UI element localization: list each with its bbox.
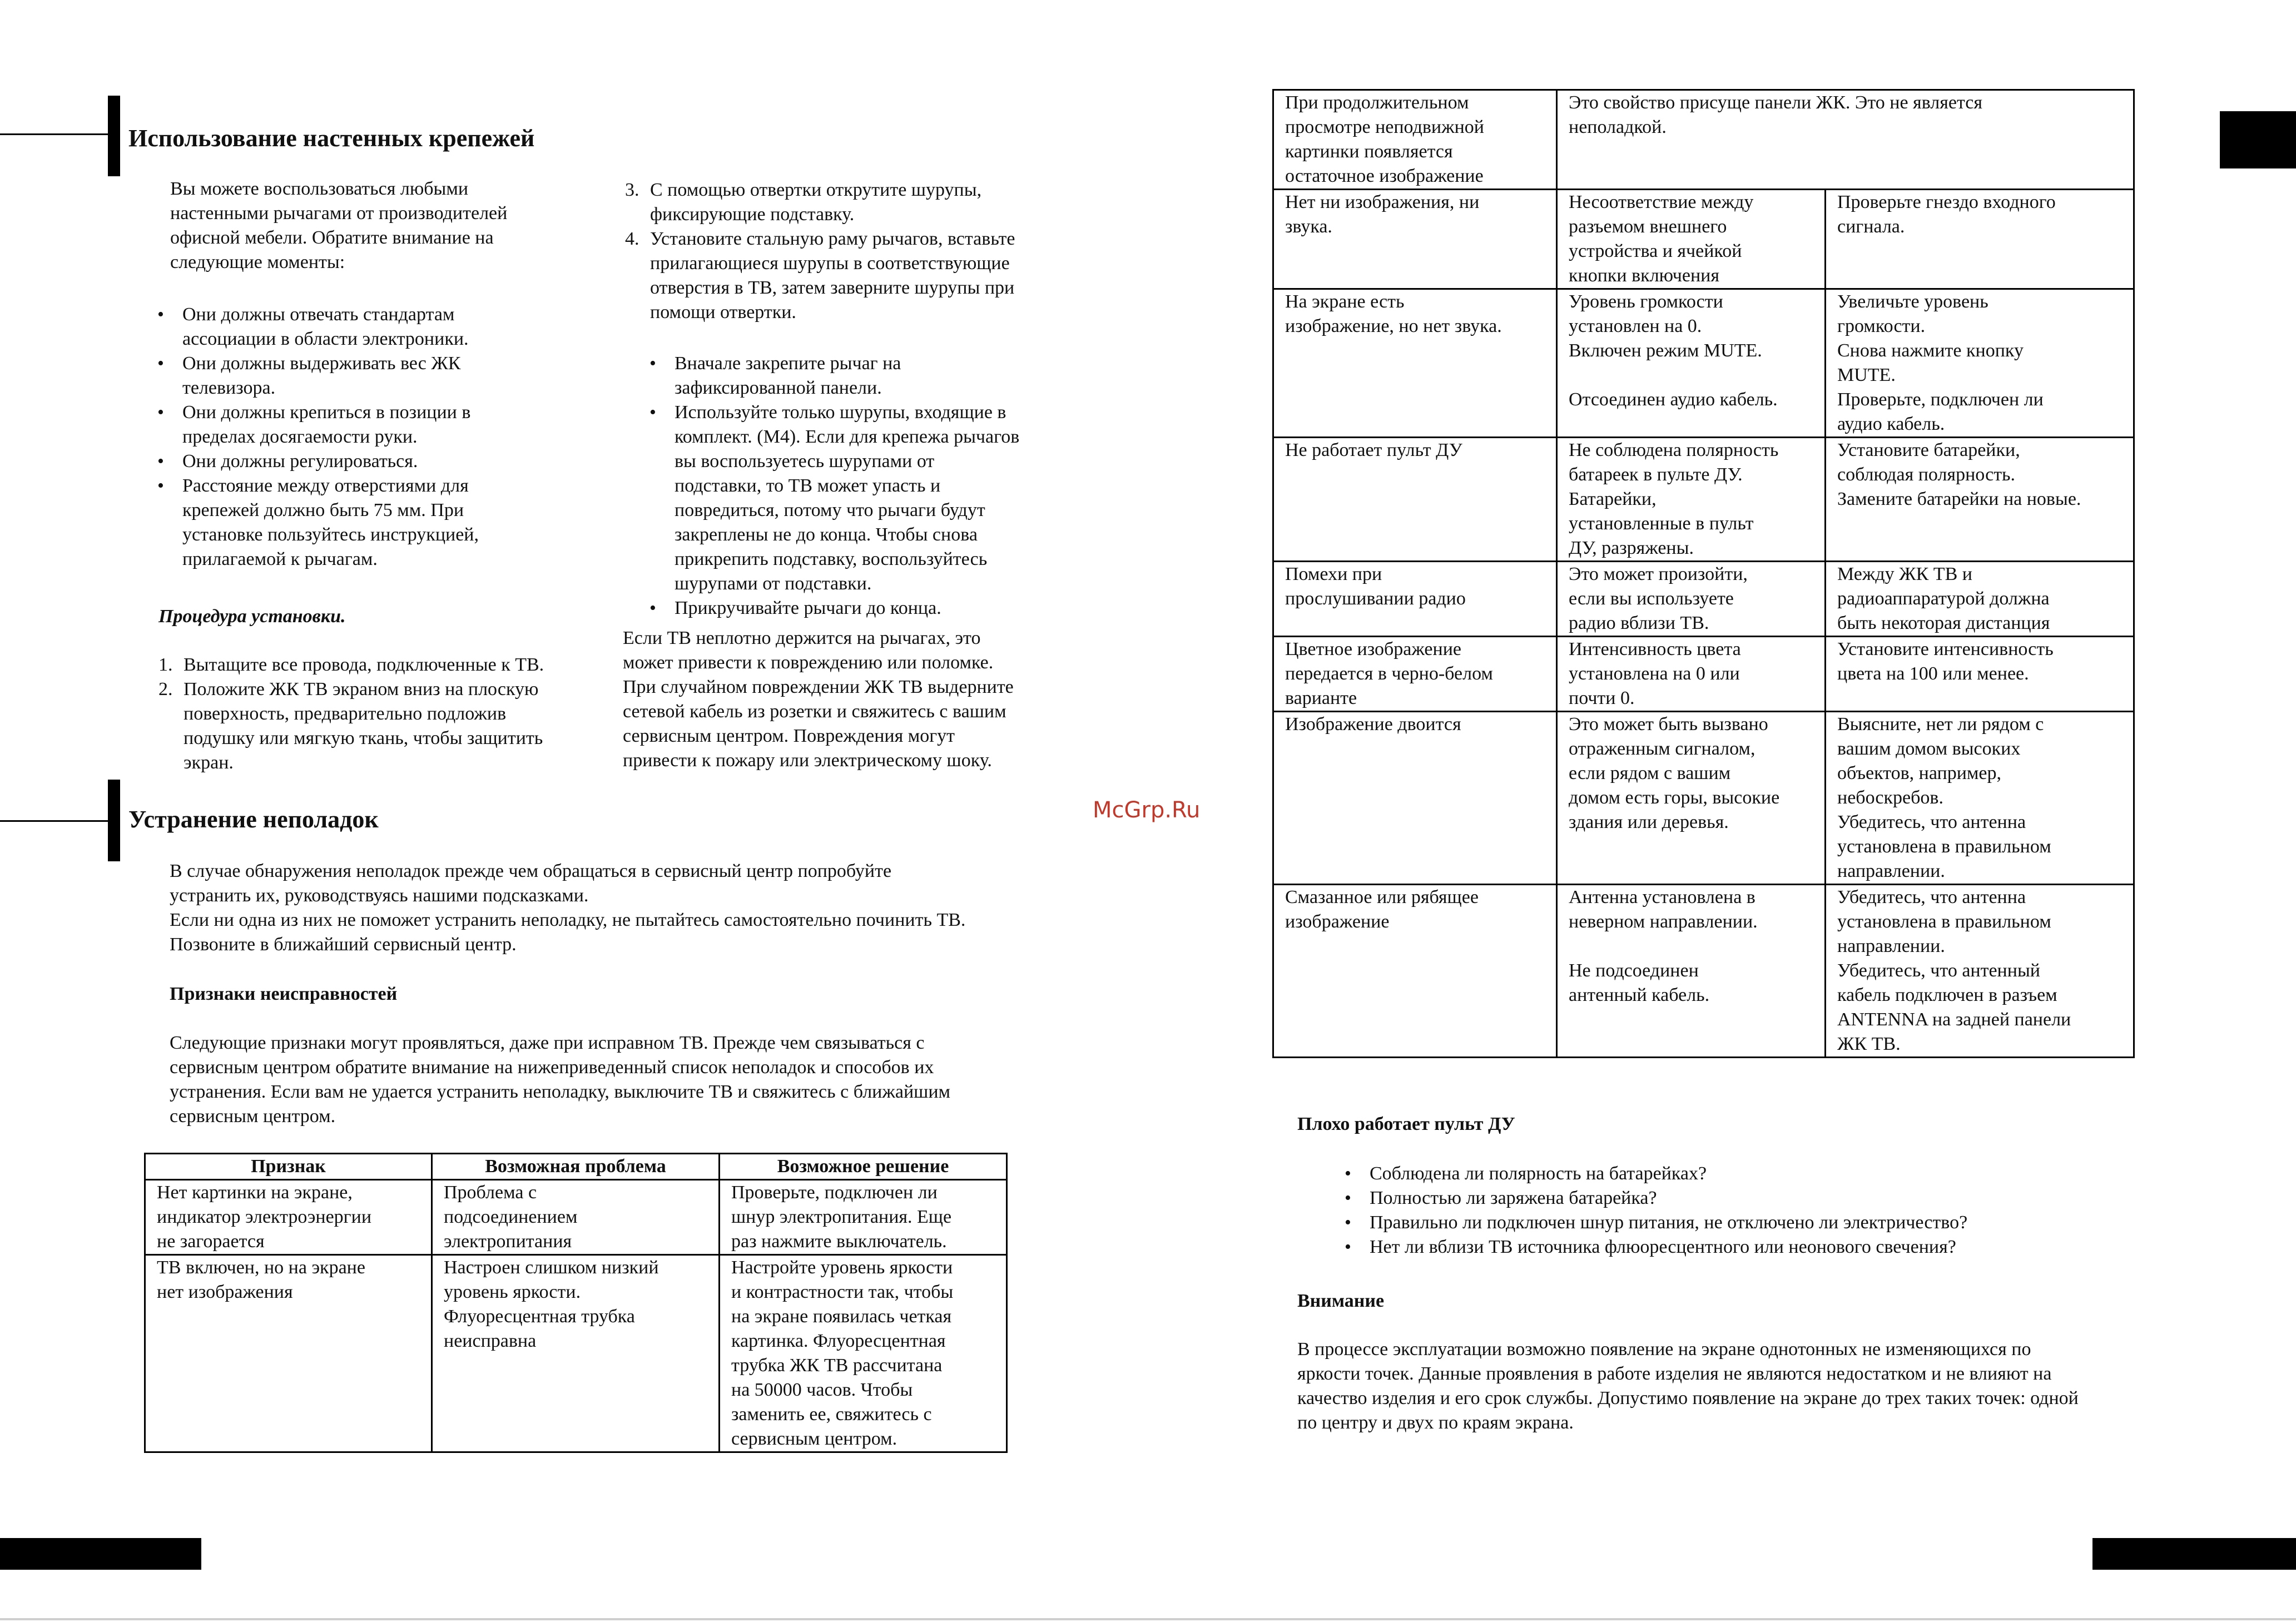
attention-line: по центру и двух по краям экрана. [1297,1412,1574,1433]
cell-line: Выясните, нет ли рядом с [1837,714,2044,735]
cell-line: домом есть горы, высокие [1569,787,1780,808]
footer-bar-left [0,1538,201,1570]
cell-line: Убедитесь, что антенна [1837,887,2026,907]
cell-line: Нет картинки на экране, [157,1182,353,1203]
table-cell [1557,90,2134,190]
cell-line: громкости. [1837,316,1926,336]
intro-line: офисной мебели. Обратите внимание на [170,227,494,248]
procedure-title: Процедура установки. [158,606,346,627]
bullet-item [649,596,1094,621]
intro-line: устранить их, руководствуясь нашими подсказками. [170,885,589,906]
bullet-line: подставки, то ТВ может упасть и [675,475,941,496]
cell-line: Проверьте, подключен ли [731,1182,938,1203]
cell-line: Проверьте гнездо входного [1837,192,2056,212]
procedure-steps-b [625,178,1103,325]
table-row [1273,289,2134,438]
bullet-line: • Они должны регулироваться. [182,451,418,472]
signs-line: сервисным центром обратите внимание на нижеприведенный список неполадок и способов их [170,1057,934,1078]
cell-line: Нет ни изображения, ни [1285,192,1480,212]
cell-line: Уровень громкости [1569,291,1723,312]
bullet-item [157,474,613,572]
section-rule-trouble [0,820,111,822]
cell-line: картинка. Флуоресцентная [731,1331,946,1351]
cell-line: Не работает пульт ДУ [1285,440,1462,460]
step-line: прилагающиеся шурупы в соответствующие [650,253,1010,274]
intro-line: Вы можете воспользоваться любыми [170,178,469,199]
cell-line: направлении. [1837,936,1945,956]
cell-line: устройства и ячейкой [1569,241,1742,261]
bullet-item: • Нет ли вблизи ТВ источника флюоресцентного или неонового свечения? [1345,1235,2123,1259]
table-cell [1557,438,1826,562]
cell-line: соблюдая полярность. [1837,464,2016,485]
cell-line: ДУ, разряжены. [1569,538,1694,558]
table-cell [1557,712,1826,885]
cell-line: варианте [1285,688,1357,708]
table-cell [1826,190,2134,289]
cell-line: здания или деревья. [1569,812,1729,832]
cell-line: неверном направлении. [1569,911,1758,932]
cell-line: Не соблюдена полярность [1569,440,1779,460]
cell-line: если вы используете [1569,588,1734,609]
cell-line: Настройте уровень яркости [731,1257,953,1278]
procedure-notes [649,351,1094,621]
bullet-line: • Они должны выдерживать вес ЖК [182,353,461,374]
intro-line: следующие моменты: [170,252,345,272]
warning-line: может привести к повреждению или поломке. [623,652,994,673]
attention-line: качество изделия и его срок службы. Допустимо появление на экране до трех таких точек: одной [1297,1388,2079,1408]
cell-line: Проверьте, подключен ли [1837,389,2044,410]
cell-line: Проблема с [444,1182,537,1203]
cell-line: звука. [1285,216,1332,237]
attention-line: В процессе эксплуатации возможно появление на экране однотонных не изменяющихся по [1297,1339,2031,1360]
watermark: McGrp.Ru [1093,797,1201,823]
troubleshooting-intro [170,859,1115,957]
cell-line: сигнала. [1837,216,1905,237]
bullet-line: • Прикручивайте рычаги до конца. [675,598,941,618]
step-number: 2. [158,679,173,700]
cell-line: небоскребов. [1837,787,1943,808]
cell-line: установлена в правильном [1837,836,2051,857]
cell-line: ANTENNA на задней панели [1837,1009,2071,1030]
troubleshooting-title: Устранение неполадок [128,806,379,833]
cell-line: и контрастности так, чтобы [731,1282,954,1302]
cell-line: ЖК ТВ. [1837,1034,1901,1054]
bullet-line: прилагаемой к рычагам. [182,549,378,569]
step-line: Установите стальную раму рычагов, вставьте [650,229,1015,249]
cell-line: направлении. [1837,861,1945,881]
table-cell [1826,637,2134,712]
cell-line: быть некоторая дистанция [1837,613,2050,633]
cell-line: просмотре неподвижной [1285,117,1484,137]
cell-line: батареек в пульте ДУ. [1569,464,1743,485]
table-cell [1273,562,1557,637]
step-line: фиксирующие подставку. [650,204,855,225]
bullet-item [157,302,613,351]
cell-line: электропитания [444,1231,572,1252]
signs-title: Признаки неисправностей [170,984,398,1004]
cell-line: на экране появилась четкая [731,1306,952,1327]
bullet-line: • Вначале закрепите рычаг на [675,353,901,374]
table-cell [145,1255,432,1452]
section-rule-wall [0,133,111,135]
cell-line [1569,934,1813,959]
bullet-item [649,351,1094,400]
cell-line: не загорается [157,1231,265,1252]
cell-line: аудио кабель. [1837,414,1945,434]
signs-line: устранения. Если вам не удается устранить неполадку, выключите ТВ и свяжитесь с ближайшим [170,1082,951,1102]
bullet-line: • Они должны отвечать стандартам [182,304,455,325]
mount-warning [623,626,1112,773]
bullet-item [649,400,1094,596]
procedure-step [158,677,626,775]
intro-line: настенными рычагами от производителей [170,203,508,224]
cell-line: Флуоресцентная трубка [444,1306,635,1327]
cell-line: разъемом внешнего [1569,216,1727,237]
table-row [1273,190,2134,289]
cell-line: объектов, например, [1837,763,2001,783]
column-header: Возможная проблема [432,1154,720,1180]
cell-line: Цветное изображение [1285,639,1461,659]
bullet-item [157,449,613,474]
bullet-line: прикрепить подставку, воспользуйтесь [675,549,988,569]
attention-title: Внимание [1297,1291,1385,1311]
cell-line: Убедитесь, что антенна [1837,812,2026,832]
cell-line: Смазанное или рябящее [1285,887,1479,907]
signs-line: Следующие признаки могут проявляться, даже при исправном ТВ. Прежде чем связываться с [170,1033,925,1053]
procedure-step [625,178,1103,227]
cell-line: Отсоединен аудио кабель. [1569,389,1778,410]
cell-line: установленные в пульт [1569,513,1754,534]
cell-line: Установите батарейки, [1837,440,2020,460]
intro-line: Если ни одна из них не поможет устранить неполадку, не пытайтесь самостоятельно починить ТВ. [170,910,966,930]
table-cell [1273,712,1557,885]
table-cell [1826,885,2134,1058]
cell-line: раз нажмите выключатель. [731,1231,947,1252]
intro-line: В случае обнаружения неполадок прежде чем обращаться в сервисный центр попробуйте [170,861,892,881]
bullet-line: комплект. (M4). Если для крепежа рычагов [675,426,1020,447]
procedure-step [158,653,626,677]
table-cell [1557,562,1826,637]
cell-line: прослушивании радио [1285,588,1466,609]
table-cell [1826,289,2134,438]
cell-line: если рядом с вашим [1569,763,1731,783]
step-number: 1. [158,654,173,675]
section-marker-wall [108,96,120,176]
warning-line: привести к пожару или электрическому шоку. [623,750,992,771]
bullet-line: повредиться, потому что рычаги будут [675,500,985,520]
bullet-line: вы воспользуетесь шурупами от [675,451,935,472]
cell-line: отраженным сигналом, [1569,738,1756,759]
table-cell [1826,562,2134,637]
cell-line: При продолжительном [1285,92,1469,113]
procedure-step [625,227,1103,325]
cell-line: радиоаппаратурой должна [1837,588,2050,609]
troubleshooting-table [144,1153,1008,1453]
table-cell [1826,438,2134,562]
cell-line: Снова нажмите кнопку [1837,340,2024,361]
bullet-item: • Полностью ли заряжена батарейка? [1345,1186,2123,1211]
cell-line: Это может произойти, [1569,564,1748,584]
cell-line: неисправна [444,1331,537,1351]
table-cell [1273,885,1557,1058]
wall-mount-title: Использование настенных крепежей [128,125,535,152]
cell-line: нет изображения [157,1282,293,1302]
cell-line: картинки появляется [1285,141,1453,162]
cell-line: шнур электропитания. Еще [731,1207,952,1227]
cell-line: трубка ЖК ТВ рассчитана [731,1355,943,1376]
table-row [1273,885,2134,1058]
cell-line: радио вблизи ТВ. [1569,613,1709,633]
step-line: С помощью отвертки открутите шурупы, [650,180,982,200]
table-cell [1273,637,1557,712]
signs-text [170,1031,1115,1129]
bullet-line: крепежей должно быть 75 мм. При [182,500,464,520]
cell-line: установлена в правильном [1837,911,2051,932]
page-tab-marker [2220,111,2296,168]
bullet-line: зафиксированной панели. [675,378,882,398]
step-line: подушку или мягкую ткань, чтобы защитить [184,728,543,748]
step-line: помощи отвертки. [650,302,796,323]
bullet-line: • Используйте только шурупы, входящие в [675,402,1006,423]
table-cell [1557,637,1826,712]
cell-line: ТВ включен, но на экране [157,1257,365,1278]
cell-line: MUTE. [1837,365,1896,385]
step-line: Положите ЖК ТВ экраном вниз на плоскую [184,679,539,700]
attention-text [1297,1337,2198,1435]
table-cell [145,1180,432,1255]
cell-line: На экране есть [1285,291,1405,312]
cell-line: установлена на 0 или [1569,663,1740,684]
step-line: экран. [184,752,234,773]
cell-line: изображение [1285,911,1390,932]
bullet-item [157,400,613,449]
cell-line: Интенсивность цвета [1569,639,1741,659]
table-cell [432,1180,720,1255]
cell-line: Батарейки, [1569,489,1657,509]
cell-line: передается в черно-белом [1285,663,1493,684]
step-line: отверстия в ТВ, затем заверните шурупы при [650,277,1015,298]
bullet-line: закреплены не до конца. Чтобы снова [675,524,978,545]
cell-line: Это может быть вызвано [1569,714,1768,735]
cell-line: Увеличьте уровень [1837,291,1988,312]
cell-line: заменить ее, свяжитесь с [731,1404,932,1425]
bullet-item: • Соблюдена ли полярность на батарейках? [1345,1162,2123,1186]
troubleshooting-table-continued [1272,89,2135,1058]
bullet-item [157,351,613,400]
cell-line: Включен режим MUTE. [1569,340,1762,361]
cell-line [1569,363,1813,388]
cell-line: Убедитесь, что антенный [1837,960,2040,981]
table-cell [1273,190,1557,289]
intro-line: Позвоните в ближайший сервисный центр. [170,934,517,955]
cell-line: цвета на 100 или менее. [1837,663,2029,684]
footer-bar-right [2092,1538,2296,1570]
table-row [1273,637,2134,712]
cell-line: Не подсоединен [1569,960,1699,981]
cell-line: изображение, но нет звука. [1285,316,1502,336]
cell-line: Это свойство присуще панели ЖК. Это не является [1569,92,1982,113]
cell-line: вашим домом высоких [1837,738,2021,759]
cell-line: почти 0. [1569,688,1635,708]
cell-line: Установите интенсивность [1837,639,2054,659]
cell-line: сервисным центром. [731,1428,897,1449]
bullet-line: телевизора. [182,378,276,398]
table-cell [720,1255,1007,1452]
cell-line: индикатор электроэнергии [157,1207,372,1227]
bullet-line: • Они должны крепиться в позиции в [182,402,471,423]
table-cell [720,1180,1007,1255]
signs-line: сервисным центром. [170,1106,336,1127]
cell-line: Настроен слишком низкий [444,1257,659,1278]
warning-line: сетевой кабель из розетки и свяжитесь с вашим [623,701,1006,722]
table-cell [1273,438,1557,562]
step-line: Вытащите все провода, подключенные к ТВ. [184,654,544,675]
bullet-line: • Расстояние между отверстиями для [182,475,469,496]
table-row [145,1180,1007,1255]
cell-line: уровень яркости. [444,1282,581,1302]
table-cell [1826,712,2134,885]
column-header: Признак [145,1154,432,1180]
remote-checklist [1345,1162,2123,1259]
cell-line: остаточное изображение [1285,166,1484,186]
bullet-line: установке пользуйтесь инструкцией, [182,524,479,545]
cell-line: Замените батарейки на новые. [1837,489,2081,509]
cell-line: установлен на 0. [1569,316,1702,336]
cell-line: на 50000 часов. Чтобы [731,1380,913,1400]
table-row [1273,712,2134,885]
bottom-edge-line [0,1618,2296,1620]
table-row [1273,90,2134,190]
cell-line: Изображение двоится [1285,714,1461,735]
bullet-line: пределах досягаемости руки. [182,426,418,447]
bullet-line: ассоциации в области электроники. [182,329,469,349]
table-row [1273,438,2134,562]
cell-line: Между ЖК ТВ и [1837,564,1972,584]
bullet-item: • Правильно ли подключен шнур питания, не отключено ли электричество? [1345,1211,2123,1235]
procedure-steps-a [158,653,626,775]
attention-line: яркости точек. Данные проявления в работе изделия не являются недостатком и не влияют на [1297,1363,2052,1384]
bullet-line: шурупами от подставки. [675,573,872,594]
table-row [1273,562,2134,637]
remote-title: Плохо работает пульт ДУ [1297,1114,1515,1134]
section-marker-trouble [108,780,120,861]
table-cell [1273,90,1557,190]
table-cell [1557,885,1826,1058]
step-number: 4. [625,229,639,249]
cell-line: антенный кабель. [1569,985,1710,1005]
table-cell [432,1255,720,1452]
table-cell [1557,289,1826,438]
warning-line: При случайном повреждении ЖК ТВ выдерните [623,677,1014,697]
wall-mount-requirements [157,302,613,572]
cell-line: Несоответствие между [1569,192,1754,212]
warning-line: Если ТВ неплотно держится на рычагах, это [623,628,981,648]
table-header-row [145,1154,1007,1180]
step-line: поверхность, предварительно подложив [184,703,507,724]
table-cell [1273,289,1557,438]
cell-line: подсоединением [444,1207,578,1227]
wall-mount-intro [170,177,615,275]
cell-line: Антенна установлена в [1569,887,1756,907]
cell-line: Помехи при [1285,564,1382,584]
step-number: 3. [625,180,639,200]
column-header: Возможное решение [720,1154,1007,1180]
cell-line: неполадкой. [1569,117,1667,137]
table-row [145,1255,1007,1452]
warning-line: сервисным центром. Повреждения могут [623,726,955,746]
cell-line: кабель подключен в разъем [1837,985,2057,1005]
cell-line: кнопки включения [1569,265,1719,286]
table-cell [1557,190,1826,289]
